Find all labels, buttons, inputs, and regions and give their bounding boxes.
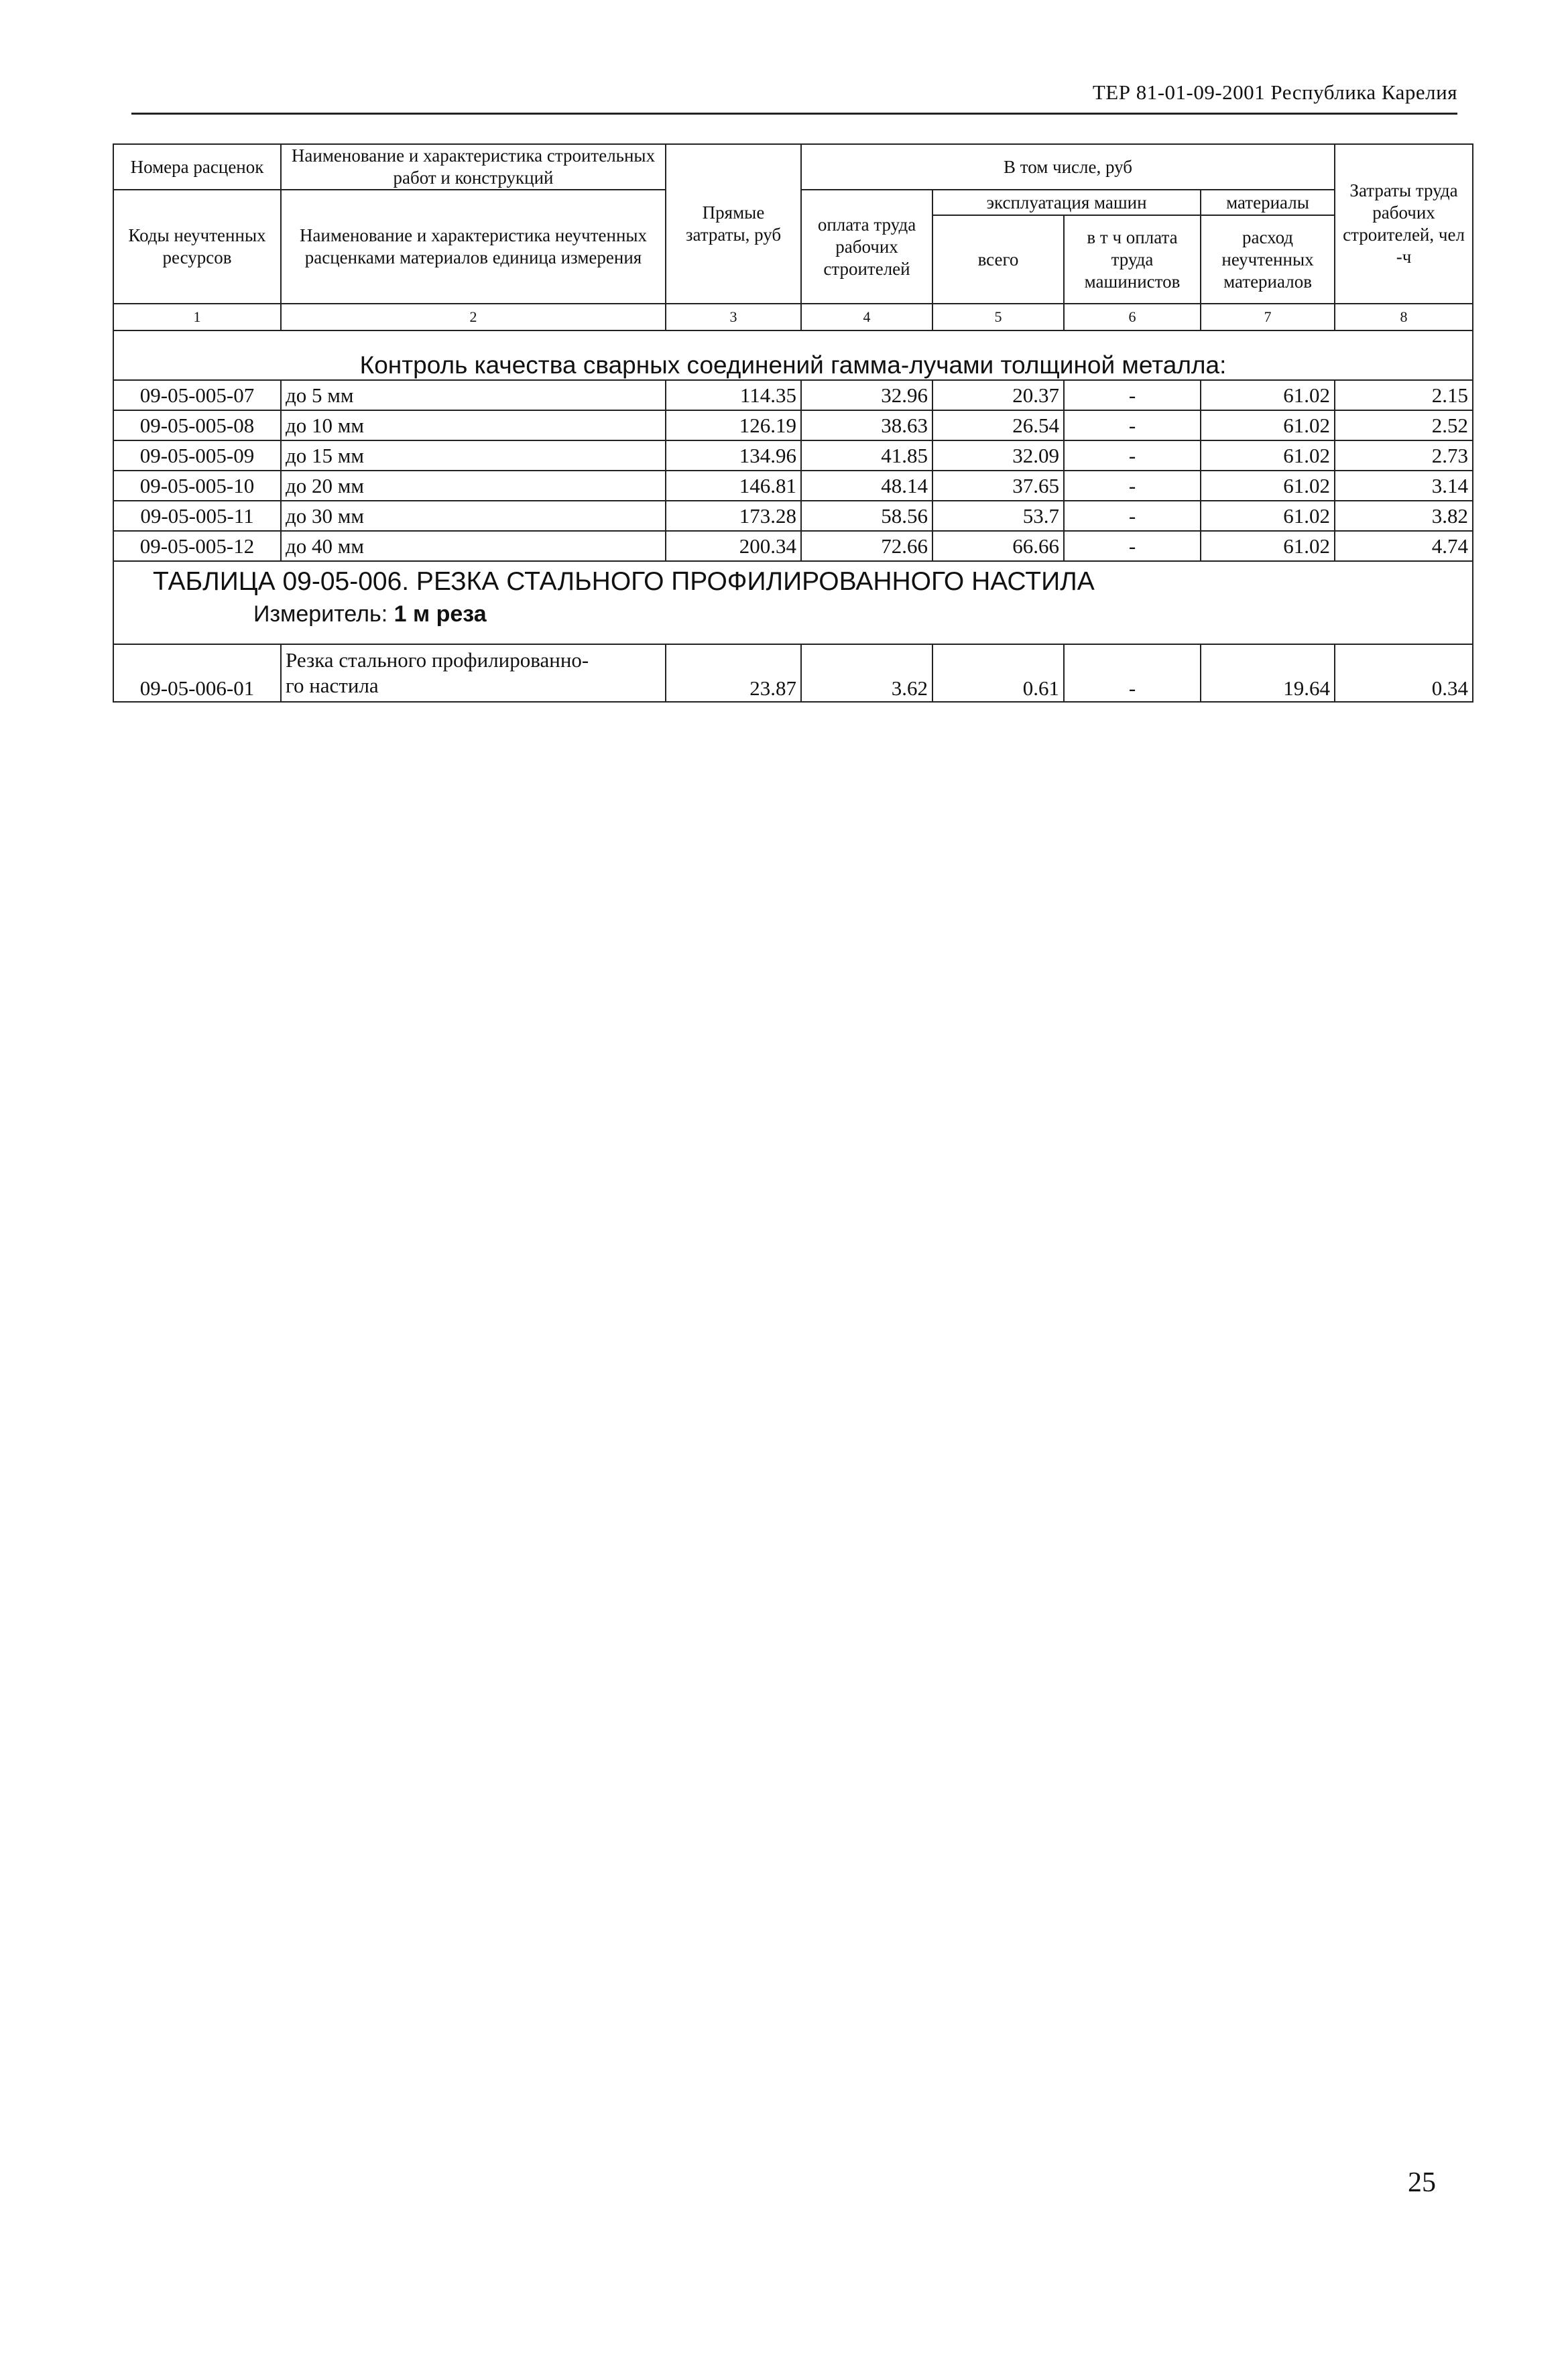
table-row <box>113 380 1473 410</box>
materials: 61.02 <box>1201 531 1335 561</box>
labor-hours: 0.34 <box>1335 644 1473 702</box>
rate-code: 09-05-005-09 <box>113 440 281 471</box>
direct-cost: 134.96 <box>666 440 801 471</box>
measure-unit-value: 1 м реза <box>394 601 487 627</box>
measure-unit <box>153 598 1468 630</box>
materials: 61.02 <box>1201 380 1335 410</box>
column-number: 2 <box>281 304 666 330</box>
labor-pay: 48.14 <box>801 471 932 501</box>
machines-total: 32.09 <box>932 440 1064 471</box>
machines-total: 0.61 <box>932 644 1064 702</box>
rate-name: до 15 мм <box>281 440 666 471</box>
header-machines: эксплуатация машин <box>932 190 1201 215</box>
table-title-cell <box>113 561 1473 644</box>
machines-total: 20.37 <box>932 380 1064 410</box>
direct-cost: 126.19 <box>666 410 801 440</box>
labor-hours: 4.74 <box>1335 531 1473 561</box>
table-row <box>113 501 1473 531</box>
labor-pay: 72.66 <box>801 531 932 561</box>
column-number: 3 <box>666 304 801 330</box>
table-row <box>113 644 1473 702</box>
rate-code: 09-05-005-11 <box>113 501 281 531</box>
header-work-name: Наименование и характеристика строительных работ и конструкций <box>281 144 666 190</box>
materials: 61.02 <box>1201 501 1335 531</box>
direct-cost: 173.28 <box>666 501 801 531</box>
section-title-row <box>113 330 1473 380</box>
table-header-row-1 <box>113 144 1473 190</box>
rate-code: 09-05-005-10 <box>113 471 281 501</box>
labor-hours: 2.52 <box>1335 410 1473 440</box>
rate-name-line-2: го настила <box>286 674 379 697</box>
machines-labor: - <box>1064 410 1201 440</box>
header-materials-name: Наименование и характеристика неучтенных расценками материалов единица измерения <box>281 190 666 304</box>
header-machines-labor: в т ч оплата труда машинистов <box>1064 215 1201 304</box>
header-direct-costs: Прямые затраты, руб <box>666 144 801 304</box>
direct-cost: 200.34 <box>666 531 801 561</box>
header-materials-consumption: расход неучтенных материалов <box>1201 215 1335 304</box>
header-including: В том числе, руб <box>801 144 1335 190</box>
labor-pay: 41.85 <box>801 440 932 471</box>
machines-labor: - <box>1064 380 1201 410</box>
materials: 19.64 <box>1201 644 1335 702</box>
labor-hours: 3.14 <box>1335 471 1473 501</box>
labor-pay: 3.62 <box>801 644 932 702</box>
rate-name: до 20 мм <box>281 471 666 501</box>
machines-labor: - <box>1064 501 1201 531</box>
rate-code: 09-05-006-01 <box>113 644 281 702</box>
rate-code: 09-05-005-08 <box>113 410 281 440</box>
rate-name: до 10 мм <box>281 410 666 440</box>
rate-name <box>281 644 666 702</box>
direct-cost: 114.35 <box>666 380 801 410</box>
column-number: 1 <box>113 304 281 330</box>
labor-pay: 58.56 <box>801 501 932 531</box>
labor-hours: 2.15 <box>1335 380 1473 410</box>
machines-total: 37.65 <box>932 471 1064 501</box>
labor-pay: 32.96 <box>801 380 932 410</box>
machines-labor: - <box>1064 440 1201 471</box>
rate-name-line-1: Резка стального профилированно- <box>286 648 589 672</box>
header-labor-cost: Затраты труда рабочих строителей, чел -ч <box>1335 144 1473 304</box>
rate-code: 09-05-005-12 <box>113 531 281 561</box>
table-row <box>113 531 1473 561</box>
column-number: 4 <box>801 304 932 330</box>
rate-name: до 40 мм <box>281 531 666 561</box>
column-number: 7 <box>1201 304 1335 330</box>
header-machines-total: всего <box>932 215 1064 304</box>
rate-name: до 30 мм <box>281 501 666 531</box>
labor-pay: 38.63 <box>801 410 932 440</box>
machines-total: 26.54 <box>932 410 1064 440</box>
rate-code: 09-05-005-07 <box>113 380 281 410</box>
table-row <box>113 440 1473 471</box>
materials: 61.02 <box>1201 410 1335 440</box>
materials: 61.02 <box>1201 471 1335 501</box>
labor-hours: 2.73 <box>1335 440 1473 471</box>
direct-cost: 23.87 <box>666 644 801 702</box>
header-materials: материалы <box>1201 190 1335 215</box>
page-number: 25 <box>1408 2167 1436 2198</box>
table-row <box>113 410 1473 440</box>
machines-total: 53.7 <box>932 501 1064 531</box>
column-number: 6 <box>1064 304 1201 330</box>
column-number: 5 <box>932 304 1064 330</box>
document-header: ТЕР 81-01-09-2001 Республика Карелия <box>1092 80 1457 104</box>
section-title: Контроль качества сварных соединений гамма-лучами толщиной металла: <box>113 330 1473 380</box>
measure-unit-label: Измеритель: <box>253 601 388 627</box>
rate-name: до 5 мм <box>281 380 666 410</box>
machines-total: 66.66 <box>932 531 1064 561</box>
machines-labor: - <box>1064 531 1201 561</box>
table-row <box>113 471 1473 501</box>
labor-hours: 3.82 <box>1335 501 1473 531</box>
column-numbers-row <box>113 304 1473 330</box>
materials: 61.02 <box>1201 440 1335 471</box>
column-number: 8 <box>1335 304 1473 330</box>
direct-cost: 146.81 <box>666 471 801 501</box>
header-resource-codes: Коды неучтенных ресурсов <box>113 190 281 304</box>
header-labor-pay: оплата труда рабочих строителей <box>801 190 932 304</box>
table-title: ТАБЛИЦА 09-05-006. РЕЗКА СТАЛЬНОГО ПРОФИЛИРОВАННОГО НАСТИЛА <box>153 567 1095 596</box>
rates-table <box>113 143 1473 703</box>
machines-labor: - <box>1064 644 1201 702</box>
table-title-row <box>113 561 1473 644</box>
header-rate-numbers: Номера расценок <box>113 144 281 190</box>
machines-labor: - <box>1064 471 1201 501</box>
header-rule <box>131 113 1457 115</box>
